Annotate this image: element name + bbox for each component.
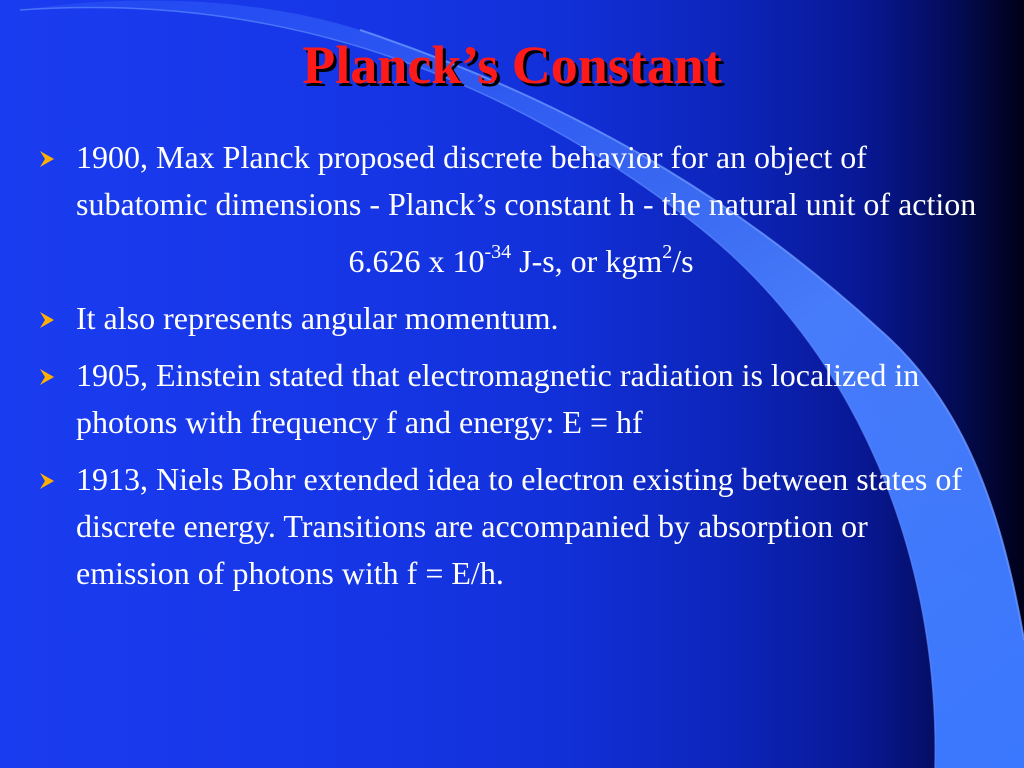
formula-units: J-s, or kgm [511, 243, 663, 279]
arrowhead-bullet-icon [38, 150, 56, 168]
bullet-item [36, 352, 986, 446]
planck-constant-formula [36, 238, 986, 285]
bullet-item [36, 134, 986, 228]
slide-content [36, 134, 986, 607]
bullet-item [36, 456, 986, 597]
formula-exponent: -34 [484, 241, 512, 264]
arrowhead-bullet-icon [38, 311, 56, 329]
bullet-text: It also represents angular momentum. [76, 300, 559, 336]
bullet-text: 1905, Einstein stated that electromagnetic radiation is localized in photons with frequency f and energy: E = hf [76, 357, 920, 440]
arrowhead-bullet-icon [38, 368, 56, 386]
formula-units-exponent: 2 [662, 241, 673, 264]
formula-base: 6.626 x 10 [348, 243, 485, 279]
formula-units-tail: /s [672, 243, 694, 279]
bullet-text: 1913, Niels Bohr extended idea to electron existing between states of discrete energy. Transitions are accompanied by absorption or emission of photons with f = E/h. [76, 461, 962, 591]
bullet-text: 1900, Max Planck proposed discrete behavior for an object of subatomic dimensions - Planck’s constant h - the natural unit of action [76, 139, 977, 222]
arrowhead-bullet-icon [38, 472, 56, 490]
slide-title: Planck’s Constant [302, 35, 722, 95]
bullet-item [36, 295, 986, 342]
